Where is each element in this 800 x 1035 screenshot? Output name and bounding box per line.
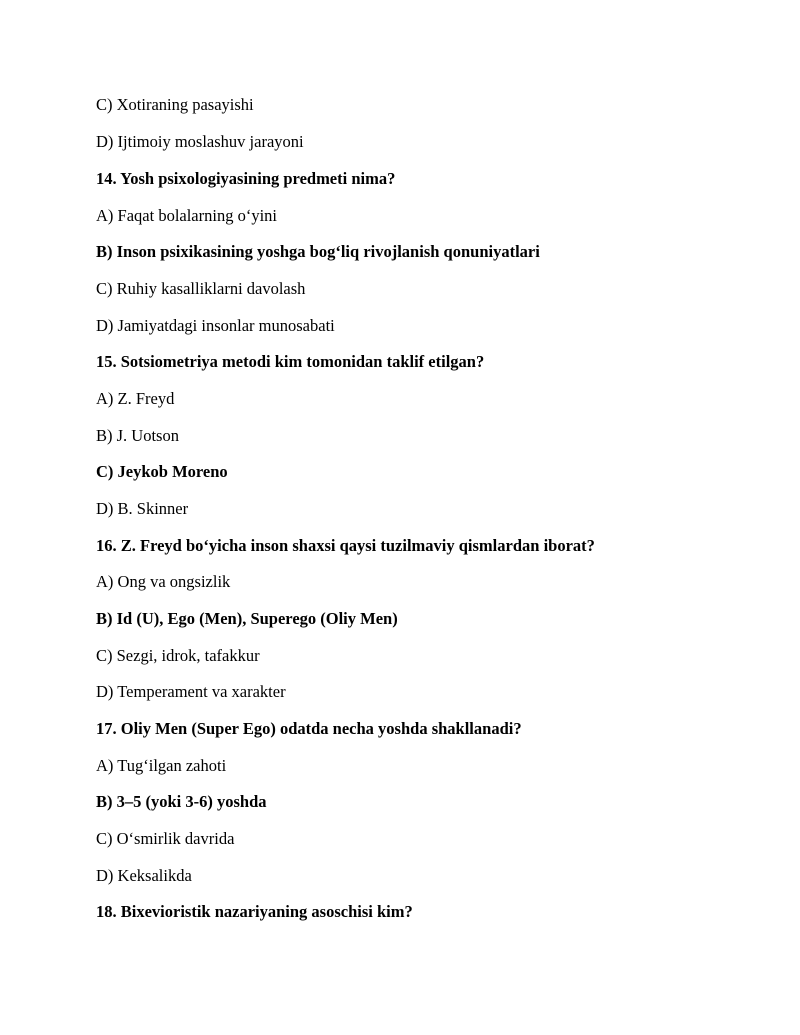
option-line: D) Keksalikda — [96, 866, 192, 885]
option-line: A) Z. Freyd — [96, 389, 175, 408]
question-line: 14. Yosh psixologiyasining predmeti nima? — [96, 169, 396, 188]
question-line: 17. Oliy Men (Super Ego) odatda necha yoshda shakllanadi? — [96, 719, 522, 738]
option-line: D) Temperament va xarakter — [96, 682, 286, 701]
question-line: 18. Bixevioristik nazariyaning asoschisi kim? — [96, 902, 413, 921]
answer-line: B) Inson psixikasining yoshga bog‘liq rivojlanish qonuniyatlari — [96, 242, 540, 261]
option-line: D) Jamiyatdagi insonlar munosabati — [96, 316, 335, 335]
answer-line: B) 3–5 (yoki 3-6) yoshda — [96, 792, 267, 811]
option-line: C) Sezgi, idrok, tafakkur — [96, 646, 260, 665]
answer-line: C) Jeykob Moreno — [96, 462, 228, 481]
option-line: D) Ijtimoiy moslashuv jarayoni — [96, 132, 304, 151]
option-line: A) Ong va ongsizlik — [96, 572, 231, 591]
option-line: A) Tug‘ilgan zahoti — [96, 756, 227, 775]
question-line: 16. Z. Freyd bo‘yicha inson shaxsi qaysi tuzilmaviy qismlardan iborat? — [96, 536, 595, 555]
option-line: C) O‘smirlik davrida — [96, 829, 235, 848]
option-line: C) Ruhiy kasalliklarni davolash — [96, 279, 306, 298]
option-line: C) Xotiraning pasayishi — [96, 95, 254, 114]
option-line: B) J. Uotson — [96, 426, 179, 445]
option-line: A) Faqat bolalarning o‘yini — [96, 206, 278, 225]
option-line: D) B. Skinner — [96, 499, 189, 518]
answer-line: B) Id (U), Ego (Men), Superego (Oliy Men) — [96, 609, 398, 628]
question-line: 15. Sotsiometriya metodi kim tomonidan taklif etilgan? — [96, 352, 485, 371]
